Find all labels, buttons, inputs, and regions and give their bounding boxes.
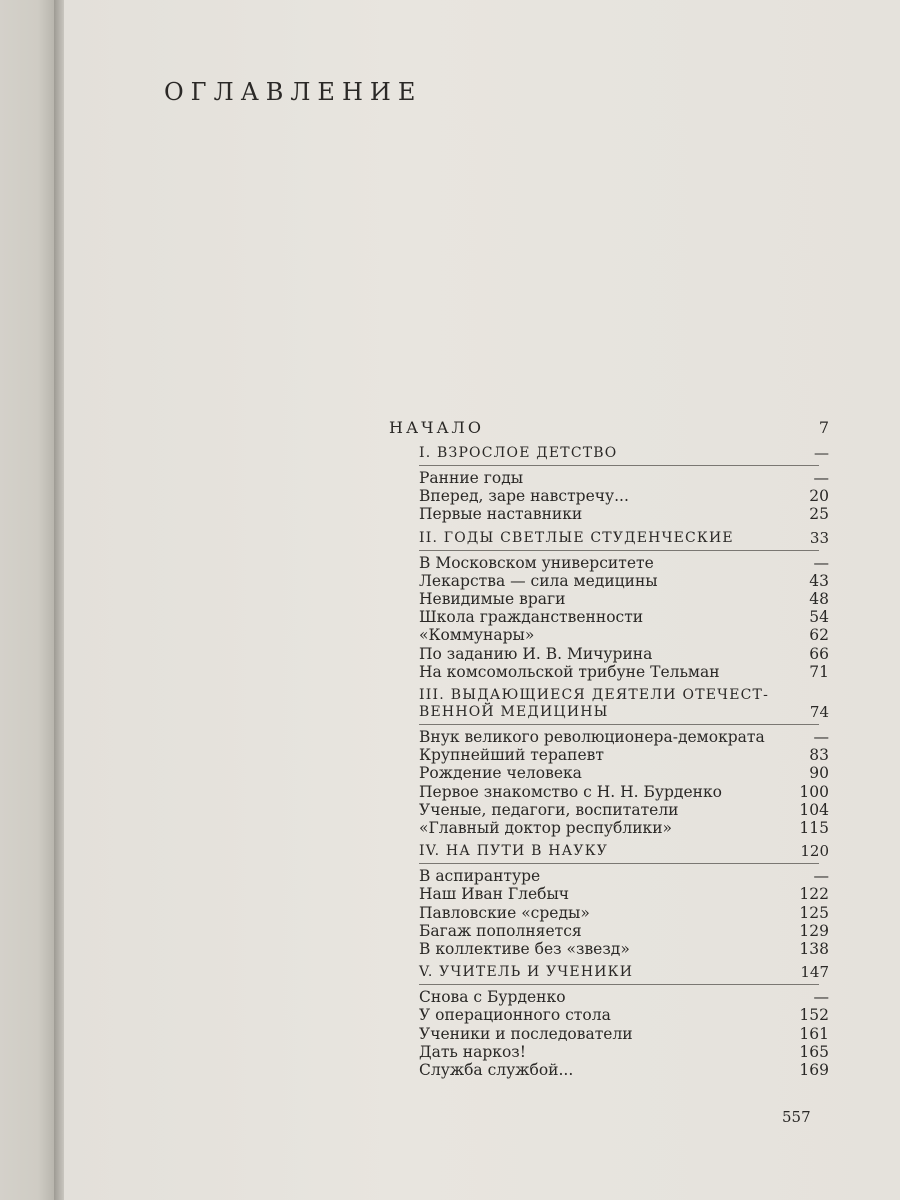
chapter-rule — [419, 863, 819, 864]
entry-page: — — [813, 988, 829, 1007]
chapter-block — [389, 964, 829, 1079]
entry-title: Снова с Бурденко — [419, 988, 566, 1007]
toc-entry — [419, 554, 829, 572]
chapter-heading — [419, 843, 829, 864]
chapter-rule — [419, 465, 819, 466]
entry-title: По заданию И. В. Мичурина — [419, 644, 653, 663]
chapter-title: I. ВЗРОСЛОЕ ДЕТСТВО — [419, 445, 618, 461]
entry-title: Первое знакомство с Н. Н. Бурденко — [419, 782, 722, 801]
chapter-block — [389, 445, 829, 524]
entry-page: 71 — [809, 662, 829, 681]
toc-entry — [419, 469, 829, 487]
part-page: 7 — [818, 418, 829, 437]
page-number: 557 — [782, 1108, 811, 1126]
toc-entry — [419, 764, 829, 782]
entry-title: Наш Иван Глебыч — [419, 885, 570, 904]
toc-entry — [419, 885, 829, 903]
chapter-page: 147 — [800, 963, 829, 982]
entry-title: На комсомольской трибуне Тельман — [419, 662, 720, 681]
toc-entry — [419, 988, 829, 1006]
toc-entry — [419, 663, 829, 681]
toc-entry — [419, 1061, 829, 1079]
chapter-block — [389, 843, 829, 958]
toc-entry — [419, 626, 829, 644]
entry-title: Дать наркоз! — [419, 1042, 526, 1061]
entry-page: 161 — [799, 1024, 829, 1043]
toc-entry — [419, 783, 829, 801]
entry-title: Невидимые враги — [419, 590, 566, 609]
toc-entry — [419, 819, 829, 837]
entry-page: 122 — [799, 885, 829, 904]
entry-page: 20 — [809, 487, 829, 506]
entry-title: Ученики и последователи — [419, 1024, 633, 1043]
chapter-heading — [419, 964, 829, 985]
chapter-list — [389, 445, 829, 1079]
toc-entry — [419, 645, 829, 663]
entry-page: 104 — [799, 800, 829, 819]
toc-entry — [419, 904, 829, 922]
entry-title: «Коммунары» — [419, 626, 535, 645]
toc-entry — [419, 1043, 829, 1061]
entry-title: Вперед, заре навстречу... — [419, 487, 629, 506]
toc-entry — [419, 1006, 829, 1024]
toc-entry — [419, 746, 829, 764]
chapter-rule — [419, 550, 819, 551]
entry-page: — — [813, 469, 829, 487]
entry-page: 169 — [799, 1061, 829, 1080]
entry-page: — — [813, 728, 829, 747]
entry-page: 90 — [809, 764, 829, 783]
entry-page: 115 — [799, 819, 829, 838]
entry-title: Служба службой... — [419, 1061, 574, 1080]
entry-title: У операционного стола — [419, 1006, 611, 1025]
entry-page: 165 — [799, 1042, 829, 1061]
chapter-heading — [419, 687, 829, 725]
chapter-page: — — [814, 444, 829, 462]
page-title: ОГЛАВЛЕНИЕ — [164, 78, 423, 106]
chapter-title: III. ВЫДАЮЩИЕСЯ ДЕЯТЕЛИ ОТЕЧЕСТ-ВЕННОЙ МЕДИЦИНЫ — [419, 687, 769, 721]
entry-title: Ранние годы — [419, 469, 524, 487]
entry-title: Первые наставники — [419, 505, 583, 524]
toc-entry — [419, 487, 829, 505]
chapter-page: 120 — [800, 842, 829, 861]
entry-title: Внук великого революционера-демократа — [419, 728, 765, 747]
entry-title: В коллективе без «звезд» — [419, 940, 630, 959]
entry-page: 62 — [809, 626, 829, 645]
entry-page: 129 — [799, 921, 829, 940]
entry-page: — — [813, 553, 829, 572]
toc-entry — [419, 940, 829, 958]
entry-title: Багаж пополняется — [419, 921, 582, 940]
chapter-page: 33 — [809, 528, 829, 547]
entry-page: 54 — [809, 608, 829, 627]
entry-page: 83 — [809, 746, 829, 765]
entry-title: Школа гражданственности — [419, 608, 644, 627]
entry-title: В Московском университете — [419, 553, 654, 572]
chapter-heading — [419, 445, 829, 466]
entry-page: 138 — [799, 940, 829, 959]
chapter-rule — [419, 984, 819, 985]
toc-entry — [419, 608, 829, 626]
toc-entry — [419, 572, 829, 590]
entry-title: «Главный доктор республики» — [419, 819, 673, 838]
part-heading — [389, 418, 829, 437]
chapter-title: V. УЧИТЕЛЬ И УЧЕНИКИ — [419, 964, 634, 981]
chapter-block — [389, 530, 829, 681]
entry-title: Крупнейший терапевт — [419, 746, 604, 765]
toc-entry — [419, 505, 829, 523]
part-label: НАЧАЛО — [389, 418, 485, 437]
chapter-title: II. ГОДЫ СВЕТЛЫЕ СТУДЕНЧЕСКИЕ — [419, 529, 734, 546]
entry-page: 152 — [799, 1006, 829, 1025]
entry-page: 100 — [799, 782, 829, 801]
toc-page — [64, 0, 900, 1200]
entry-title: Ученые, педагоги, воспитатели — [419, 800, 679, 819]
entry-page: 43 — [809, 571, 829, 590]
chapter-rule — [419, 724, 819, 725]
toc-entry — [419, 590, 829, 608]
toc-entry — [419, 922, 829, 940]
toc-entry — [419, 801, 829, 819]
toc-entry — [419, 867, 829, 885]
entry-title: Павловские «среды» — [419, 903, 590, 922]
entry-page: 48 — [809, 590, 829, 609]
entry-page: 66 — [809, 644, 829, 663]
toc-entry — [419, 1025, 829, 1043]
entry-page: — — [813, 867, 829, 886]
chapter-page: 74 — [809, 703, 829, 722]
entry-page: 25 — [809, 505, 829, 524]
chapter-heading — [419, 530, 829, 551]
chapter-block — [389, 687, 829, 837]
entry-title: Рождение человека — [419, 764, 582, 783]
book-gutter — [54, 0, 64, 1200]
toc-entry — [419, 728, 829, 746]
entry-title: В аспирантуре — [419, 867, 541, 886]
chapter-title: IV. НА ПУТИ В НАУКУ — [419, 843, 609, 860]
facing-page-edge — [0, 0, 54, 1200]
table-of-contents — [389, 418, 829, 1079]
entry-title: Лекарства — сила медицины — [419, 571, 658, 590]
entry-page: 125 — [799, 903, 829, 922]
